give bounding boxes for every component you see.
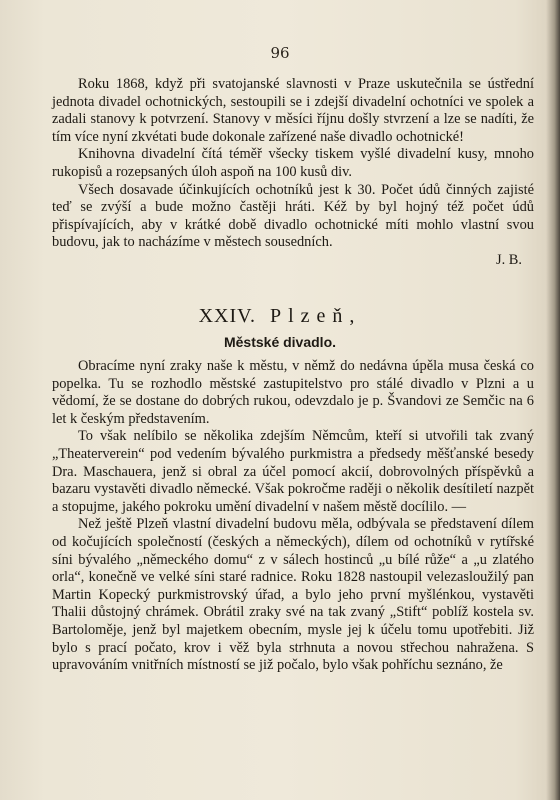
- paragraph: Roku 1868, když při svatojanské slavnosti v Praze uskutečnila se ústřední jednota divadel ochotnických, sestoupili se i zdejší divadelní ochotníci ve spolek a zadali stanovy k potvrzení. Stanovy v měsíci říjnu došly stvrzení a lze se nadíti, že tím více nyní zkvétati bude dokonale zařízené naše divadlo ochotnické!: [52, 76, 534, 145]
- top-section: [52, 76, 534, 270]
- signature-line: [52, 252, 534, 270]
- chapter-subtitle: Městské divadlo.: [223, 334, 337, 350]
- paragraph: Než ještě Plzeň vlastní divadelní budovu měla, odbývala se představení dílem od kočujících společností (českých a německých), dílem od ochotníků v rytířské síni bývalého „německého domu“ z v sálech hostinců „u bílé růže“ a „u zlatého orla“, konečně ve velké síni staré radnice. Roku 1828 nastoupil velezasloužilý pan Martin Kopecký purkmistrovský úřad, a bylo jeho první myšlénkou, vystavěti Thalii důstojný chrámek. Obrátil zraky své na tak zvaný „Stift“ poblíž kostela sv. Bartoloměje, jenž byl majetkem obecním, mysle jej k účelu tomu upotřebiti. Již bylo s prací počato, krov i věž byla strhnuta a novou střechou nahražena. S upravováním vnitřních místností se již počalo, bylo však pohříchu seznáno, že: [52, 516, 534, 674]
- chapter-number: XXIV.: [198, 305, 256, 327]
- signature: J. B.: [496, 251, 522, 268]
- main-section: [52, 358, 534, 675]
- paragraph: Knihovna divadelní čítá téměř všecky tiskem vyšlé divadelní kusy, mnoho rukopisů a rozepsaných úloh aspoň na 100 kusů div.: [52, 146, 534, 180]
- paragraph: To však nelíbilo se několika zdejším Němcům, kteří si utvořili tak zvaný „Theaterverein“ pod vedením bývalého purkmistra a předsedy měšťanské besedy Dra. Maschauera, jenž si obral za účel pomocí akcií, dobrovolných příspěvků a bazaru vystavěti divadlo německé. Však pokročme raději o několik desítiletí nazpět a stopujme, jakého pokroku umění divadelní v našem městě docílilo. —: [52, 428, 534, 515]
- paragraph: Obracíme nyní zraky naše k městu, v němž do nedávna úpěla musa česká co popelka. Tu se rozhodlo městské zastupitelstvo pro stálé divadlo v Plzni a u vědomí, že se dostane do dobrých rukou, odevzdalo je p. Švandovi ze Semčic na 6 let k českým představením.: [52, 358, 534, 427]
- chapter-title: Plzeň,: [269, 305, 362, 327]
- paragraph: Všech dosavade účinkujících ochotníků jest k 30. Počet údů činných zajisté teď se zvýší a bude možno častěji hráti. Kéž by byl hojný též počet údů přispívajících, aby v krátké době divadlo ochotnické míti mohlo vlastní svou budovu, jak to nacházíme v městech sousedních.: [52, 181, 534, 251]
- page-edge-shadow: [546, 0, 560, 800]
- chapter-heading: [0, 305, 560, 328]
- page-number: 96: [270, 44, 290, 62]
